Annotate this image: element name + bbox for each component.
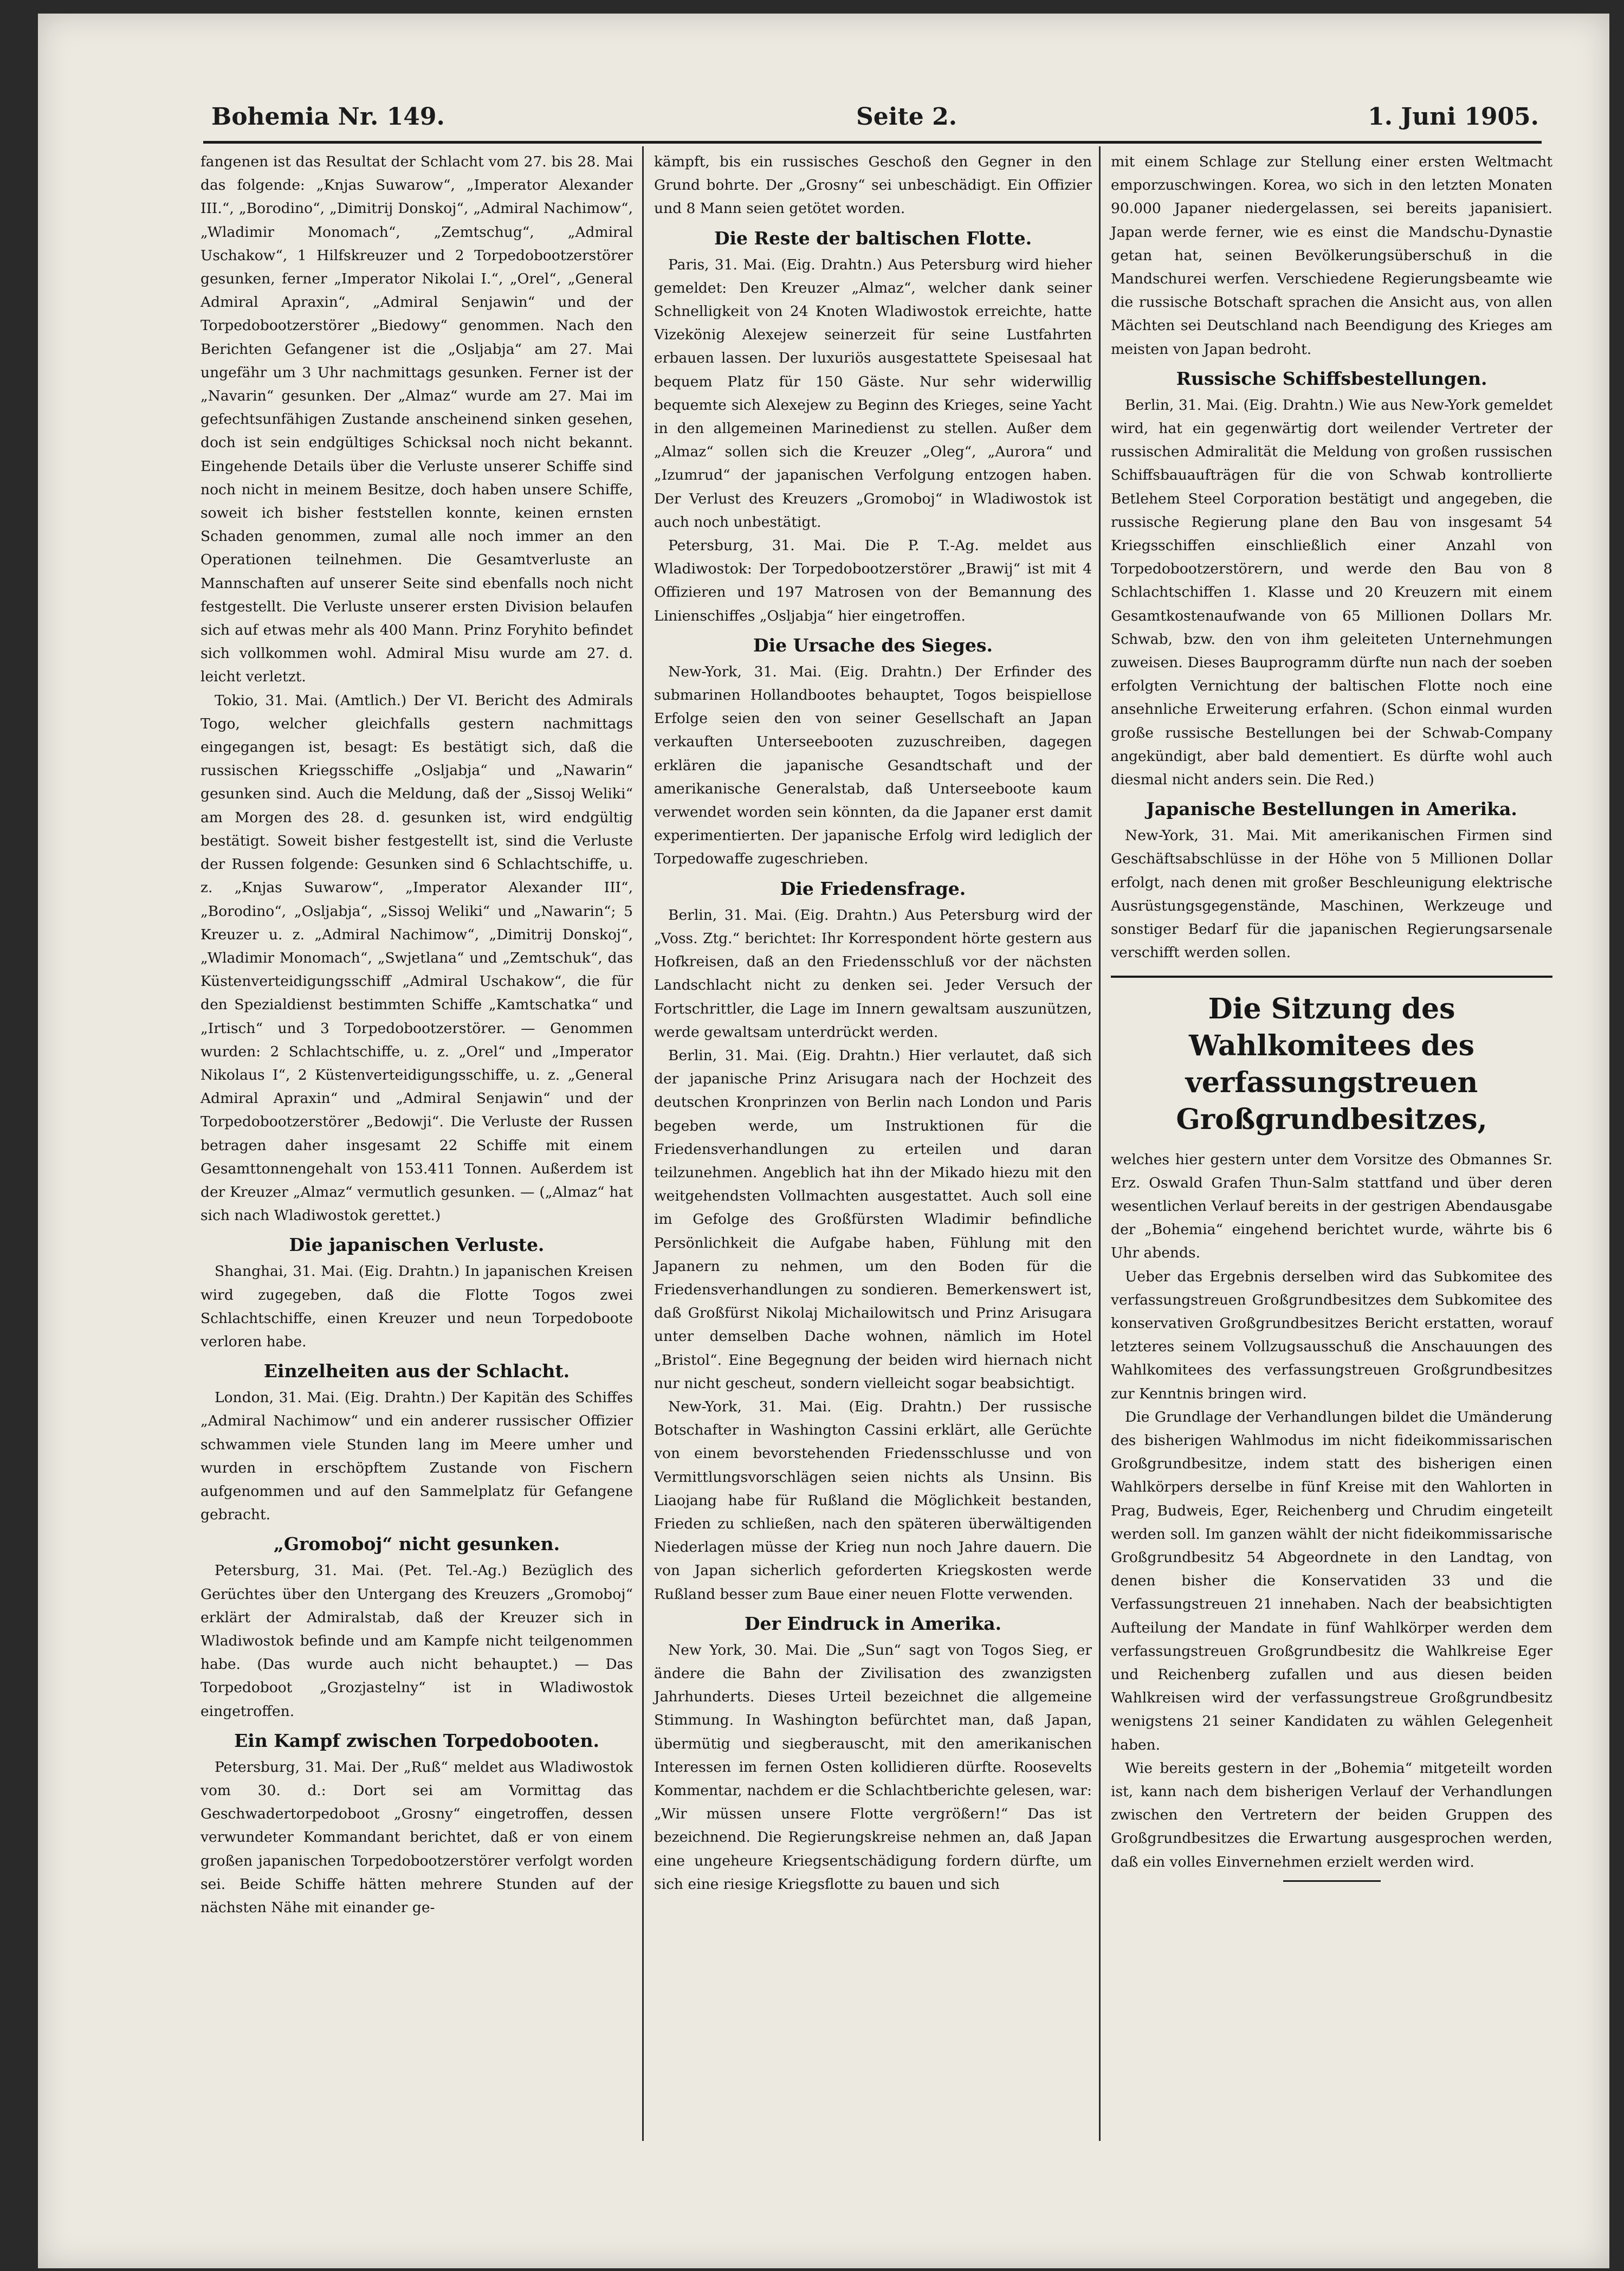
section-heading: Die Ursache des Sieges. xyxy=(753,634,993,656)
article-paragraph: London, 31. Mai. (Eig. Drahtn.) Der Kapitän des Schiffes „Admiral Nachimow“ und ein anderer russischer Offizier schwammen viele Stunden lang im Meere umher und wurden in erschöpftem Zustande von Fischern aufgenommen und auf den Sammelplatz für Gefangene gebracht. xyxy=(200,1389,633,1524)
section-heading: Japanische Bestellungen in Amerika. xyxy=(1146,798,1517,820)
page-number: Seite 2. xyxy=(856,103,957,131)
article-paragraph: Petersburg, 31. Mai. Der „Ruß“ meldet aus Wladiwostok vom 30. d.: Dort sei am Vormittag das Geschwadertorpedoboot „Grosny“ eingetroffen, dessen verwundeter Kommandant berichtet, daß er von einem großen japanischen Torpedobootzerstörer verfolgt worden sei. Beide Schiffe hätten mehrere Stunden auf der nächsten Nähe mit einander ge- xyxy=(200,1758,633,1917)
article-paragraph: Berlin, 31. Mai. (Eig. Drahtn.) Aus Petersburg wird der „Voss. Ztg.“ berichtet: Ihr Korrespondent hörte gestern aus Hofkreisen, daß an den Friedensschluß vor der nächsten Landschlacht nicht zu denken sei. Jeder Versuch der Fortschrittler, die Lage im Innern gewaltsam auszunützen, werde gewaltsam unterdrückt werden. xyxy=(654,906,1092,1041)
column-2 xyxy=(654,150,1092,1896)
article-paragraph: Shanghai, 31. Mai. (Eig. Drahtn.) In japanischen Kreisen wird zugegeben, daß die Flotte Togos zwei Schlachtschiffe, einen Kreuzer und neun Torpedoboote verloren habe. xyxy=(200,1263,633,1350)
issue-date: 1. Juni 1905. xyxy=(1368,103,1539,131)
column-divider xyxy=(1099,146,1101,2141)
article-paragraph: Tokio, 31. Mai. (Amtlich.) Der VI. Bericht des Admirals Togo, welcher gleichfalls gestern nachmittags eingegangen ist, besagt: Es bestätigt sich, daß die russischen Kriegsschiffe „Osljabja“ und „Nawarin“ gesunken sind. Auch die Meldung, daß der „Sissoj Weliki“ am Morgen des 28. d. gesunken ist, wird endgültig bestätigt. Soweit bisher festgestellt ist, sind die Verluste der Russen folgende: Gesunken sind 6 Schlachtschiffe, u. z. „Knjas Suwarow“, „Imperator Alexander III“, „Borodino“, „Osljabja“, „Sissoj Weliki“ und „Nawarin“; 5 Kreuzer u. z. „Admiral Nachimow“, „Dimitrij Donskoj“, „Wladimir Monomach“, „Swjetlana“ und „Zemtschuk“, das Küstenverteidigungsschiff „Admiral Uschakow“, die für den Spezialdienst bestimmten Schiffe „Kamtschatka“ und „Irtisch“ und 3 Torpedobootzerstörer. — Genommen wurden: 2 Schlachtschiffe, u. z. „Orel“ und „Imperator Nikolaus I“, 2 Küstenverteidigungsschiffe, u. z. „General Admiral Apraxin“ und „Admiral Senjawin“ und der Torpedobootzerstörer „Bedowji“. Die Verluste der Russen betragen daher insgesamt 22 Schiffe mit einem Gesamttonnengehalt von 153.411 Tonnen. Außerdem ist der Kreuzer „Almaz“ vermutlich gesunken. — („Almaz“ hat sich nach Wladiwostok gerettet.) xyxy=(200,692,633,1224)
article-paragraph: Petersburg, 31. Mai. (Pet. Tel.-Ag.) Bezüglich des Gerüchtes über den Untergang des Kreuzers „Gromoboj“ erklärt der Admiralstab, daß der Kreuzer sich in Wladiwostok befinde und am Kampfe nicht teilgenommen habe. (Das wurde auch nicht behauptet.) — Das Torpedoboot „Grozjastelny“ ist in Wladiwostok eingetroffen. xyxy=(200,1562,633,1720)
article-paragraph: New-York, 31. Mai. Mit amerikanischen Firmen sind Geschäftsabschlüsse in der Höhe von 5 Millionen Dollar erfolgt, nach denen mit großer Beschleunigung elektrische Ausrüstungsgegenstände, Maschinen, Werkzeuge und sonstiger Bedarf für die japanischen Regierungsarsenale verschifft werden sollen. xyxy=(1111,827,1552,962)
page-header xyxy=(211,98,1539,136)
article-paragraph: Wie bereits gestern in der „Bohemia“ mitgeteilt worden ist, kann nach dem bisherigen Verlauf der Verhandlungen zwischen den Vertretern der beiden Gruppen des Großgrundbesitzes die Erwartung ausgesprochen werden, daß ein volles Einvernehmen erzielt werden wird. xyxy=(1111,1759,1552,1870)
header-rule xyxy=(203,141,1542,144)
column-divider xyxy=(642,146,644,2141)
section-heading: Ein Kampf zwischen Torpedobooten. xyxy=(234,1730,599,1751)
article-paragraph: welches hier gestern unter dem Vorsitze des Obmannes Sr. Erz. Oswald Grafen Thun-Salm stattfand und über deren wesentlichen Verlauf bereits in der gestrigen Abendausgabe der „Bohemia“ eingehend berichtet wurde, währte bis 6 Uhr abends. xyxy=(1111,1151,1552,1262)
end-rule xyxy=(1283,1880,1381,1882)
article-paragraph: Paris, 31. Mai. (Eig. Drahtn.) Aus Petersburg wird hieher gemeldet: Den Kreuzer „Almaz“, welcher dank seiner Schnelligkeit von 24 Knoten Wladiwostok erreichte, hatte Vizekönig Alexejew seinerzeit für seine Lustfahrten erbauen lassen. Der luxuriös ausgestattete Speisesaal hat bequem Platz für 150 Gäste. Nur sehr widerwillig bequemte sich Alexejew zu Beginn des Krieges, seine Yacht in den allgemeinen Marinedienst zu stellen. Außer dem „Almaz“ sollen sich die Kreuzer „Oleg“, „Aurora“ und „Izumrud“ der japanischen Verfolgung entzogen haben. Der Verlust des Kreuzers „Gromoboj“ in Wladiwostok ist auch noch unbestätigt. xyxy=(654,256,1092,531)
section-heading: Die Reste der baltischen Flotte. xyxy=(714,227,1032,249)
article-paragraph: fangenen ist das Resultat der Schlacht vom 27. bis 28. Mai das folgende: „Knjas Suwarow“, „Imperator Alexander III.“, „Borodino“, „Dimitrij Donskoj“, „Admiral Nachimow“, „Wladimir Monomach“, „Zemtschug“, „Admiral Uschakow“, 1 Hilfskreuzer und 2 Torpedobootzerstörer gesunken, ferner „Imperator Nikolai I.“, „Orel“, „General Admiral Apraxin“, „Admiral Senjawin“ und der Torpedobootzerstörer „Biedowy“ genommen. Nach den Berichten Gefangener ist die „Osljabja“ am 27. Mai ungefähr um 3 Uhr nachmittags gesunken. Ferner ist der „Navarin“ gesunken. Der „Almaz“ wurde am 27. Mai im gefechtsunfähigen Zustande anscheinend sinken gesehen, doch ist sein endgültiges Schicksal noch nicht bekannt. Eingehende Details über die Verluste unserer Schiffe sind noch nicht in meinem Besitze, doch haben unsere Schiffe, soweit ich bisher feststellen konnte, keinen ernsten Schaden genommen, zumal alle noch immer an den Operationen teilnehmen. Die Gesamtverluste an Mannschaften auf unserer Seite sind ebenfalls noch nicht festgestellt. Die Verluste unserer ersten Division belaufen sich auf etwas mehr als 400 Mann. Prinz Foryhito befindet sich vollkommen wohl. Admiral Misu wurde am 27. d. leicht verletzt. xyxy=(200,153,633,686)
article-paragraph: Ueber das Ergebnis derselben wird das Subkomitee des verfassungstreuen Großgrundbesitzes dem Subkomitee des konservativen Großgrundbesitzes Bericht erstatten, worauf letzteres seinem Vollzugsausschuß die Anschauungen des Wahlkomitees des verfassungstreuen Großgrundbesitzes zur Kenntnis bringen wird. xyxy=(1111,1268,1552,1402)
section-rule xyxy=(1111,976,1552,978)
section-heading: Russische Schiffsbestellungen. xyxy=(1176,367,1487,389)
article-paragraph: New-York, 31. Mai. (Eig. Drahtn.) Der russische Botschafter in Washington Cassini erklärt, alle Gerüchte von einem bevorstehenden Friedensschlusse und von Vermittlungsvorschlägen seien nichts als Unsinn. Bis Liaojang habe für Rußland die Möglichkeit bestanden, Frieden zu schließen, nach den späteren überwältigenden Niederlagen müsse der Krieg nun noch Jahre dauern. Die von Japan sicherlich geforderten Kriegskosten werde Rußland besser zum Baue einer neuen Flotte verwenden. xyxy=(654,1398,1092,1603)
article-paragraph: Berlin, 31. Mai. (Eig. Drahtn.) Hier verlautet, daß sich der japanische Prinz Arisugara nach der Hochzeit des deutschen Kronprinzen von Berlin nach London und Paris begeben werde, um Instruktionen für die Friedensverhandlungen zu erteilen und daran teilzunehmen. Angeblich hat ihn der Mikado hiezu mit den weitgehendsten Vollmachten ausgestattet. Auch soll eine im Gefolge des Großfürsten Wladimir befindliche Persönlichkeit die Aufgabe haben, Fühlung mit den Japanern zu nehmen, um den Boden für die Friedensverhandlungen zu sondieren. Bemerkenswert ist, daß Großfürst Nikolaj Michailowitsch und Prinz Arisugara unter demselben Dache wohnen, nämlich im Hotel „Bristol“. Eine Begegnung der beiden wird hiernach nicht nur nicht gescheut, sondern vielleicht sogar beabsichtigt. xyxy=(654,1047,1092,1392)
publication-issue: Bohemia Nr. 149. xyxy=(211,103,445,131)
section-heading: Die japanischen Verluste. xyxy=(289,1234,545,1256)
article-paragraph: kämpft, bis ein russisches Geschoß den Gegner in den Grund bohrte. Der „Grosny“ sei unbeschädigt. Ein Offizier und 8 Mann seien getötet worden. xyxy=(654,153,1092,217)
article-paragraph: New York, 30. Mai. Die „Sun“ sagt von Togos Sieg, er ändere die Bahn der Zivilisation des zwanzigsten Jahrhunderts. Dieses Urteil bezeichnet die allgemeine Stimmung. In Washington befürchtet man, daß Japan, übermütig und siegberauscht, mit den amerikanischen Interessen im fernen Osten kollidieren dürfte. Roosevelts Kommentar, nachdem er die Schlachtberichte gelesen, war: „Wir müssen unsere Flotte vergrößern!“ Das ist bezeichnend. Die Regierungskreise nehmen an, daß Japan eine ungeheure Kriegsentschädigung fordern dürfte, um sich eine riesige Kriegsflotte zu bauen und sich xyxy=(654,1641,1092,1893)
article-paragraph: mit einem Schlage zur Stellung einer ersten Weltmacht emporzuschwingen. Korea, wo sich in den letzten Monaten 90.000 Japaner niedergelassen, sei bereits japanisiert. Japan werde ferner, wie es einst die Mandschu-Dynastie getan hat, seinen Bevölkerungsüberschuß in die Mandschurei werfen. Verschiedene Regierungsbeamte wie die russische Botschaft sprachen die Ansicht aus, von allen Mächten sei Deutschland nach Beendigung des Krieges am meisten von Japan bedroht. xyxy=(1111,153,1552,358)
section-heading: „Gromoboj“ nicht gesunken. xyxy=(273,1533,560,1555)
newspaper-page xyxy=(38,14,1609,2268)
article-paragraph: Die Grundlage der Verhandlungen bildet die Umänderung des bisherigen Wahlmodus im nicht fideikommissarischen Großgrundbesitze, indem statt des bisherigen einen Wahlkörpers derselbe in fünf Kreise mit den Wahlorten in Prag, Budweis, Eger, Reichenberg und Chrudim eingeteilt werden soll. Im ganzen wählt der nicht fideikommissarische Großgrundbesitz 54 Abgeordnete in den Landtag, von denen bisher die Konservatiden 33 und die Verfassungstreuen 21 innehaben. Nach der beabsichtigten Aufteilung der Mandate in fünf Wahlkörper werden dem verfassungstreuen Großgrundbesitz die Wahlkreise Eger und Reichenberg zufallen und aus diesen beiden Wahlkreisen wird der verfassungstreue Großgrundbesitz wenigstens 21 seiner Kandidaten zu wählen Gelegenheit haben. xyxy=(1111,1408,1552,1753)
article-paragraph: Berlin, 31. Mai. (Eig. Drahtn.) Wie aus New-York gemeldet wird, hat ein gegenwärtig dort weilender Vertreter der russischen Admiralität die Meldung von großen russischen Schiffsbauaufträgen für die von Schwab kontrollierte Betlehem Steel Corporation bestätigt und angegeben, die russische Regierung plane den Bau von insgesamt 54 Kriegsschiffen einschließlich einer Anzahl von Torpedobootzerstörern, und werde den Bau von 8 Schlachtschiffen 1. Klasse und 20 Kreuzern mit einem Gesamtkostenaufwande von 65 Millionen Dollars Mr. Schwab, bzw. den von ihm geleiteten Unternehmungen zuweisen. Dieses Bauprogramm dürfte nun nach der soeben erfolgten Vernichtung der baltischen Flotte noch eine ansehnliche Erweiterung erfahren. (Schon einmal wurden große russische Bestellungen bei der Schwab-Company angekündigt, aber bald dementiert. Es dürfte wohl auch diesmal nicht anders sein. Die Red.) xyxy=(1111,396,1552,789)
section-heading: Einzelheiten aus der Schlacht. xyxy=(263,1360,570,1382)
section-heading: Die Friedensfrage. xyxy=(780,878,966,899)
article-paragraph: Petersburg, 31. Mai. Die P. T.-Ag. meldet aus Wladiwostok: Der Torpedobootzerstörer „Brawij“ ist mit 4 Offizieren und 197 Matrosen von der Bemannung des Linienschiffes „Osljabja“ hier eingetroffen. xyxy=(654,537,1092,624)
section-heading: Der Eindruck in Amerika. xyxy=(744,1612,1002,1634)
column-3 xyxy=(1111,150,1552,1882)
column-1 xyxy=(200,150,633,1919)
main-headline: Die Sitzung des Wahlkomitees des verfassungstreuen Großgrundbesitzes, xyxy=(1176,992,1487,1136)
article-paragraph: New-York, 31. Mai. (Eig. Drahtn.) Der Erfinder des submarinen Hollandbootes behauptet, Togos beispiellose Erfolge seien den von seiner Gesellschaft an Japan verkauften Unterseebooten zuzuschreiben, dagegen erklären die japanische Gesandtschaft und der amerikanische Generalstab, daß Unterseeboote kaum verwendet worden sein könnten, da die Japaner erst damit experimentierten. Der japanische Erfolg wird lediglich der Torpedowaffe zugeschrieben. xyxy=(654,663,1092,868)
